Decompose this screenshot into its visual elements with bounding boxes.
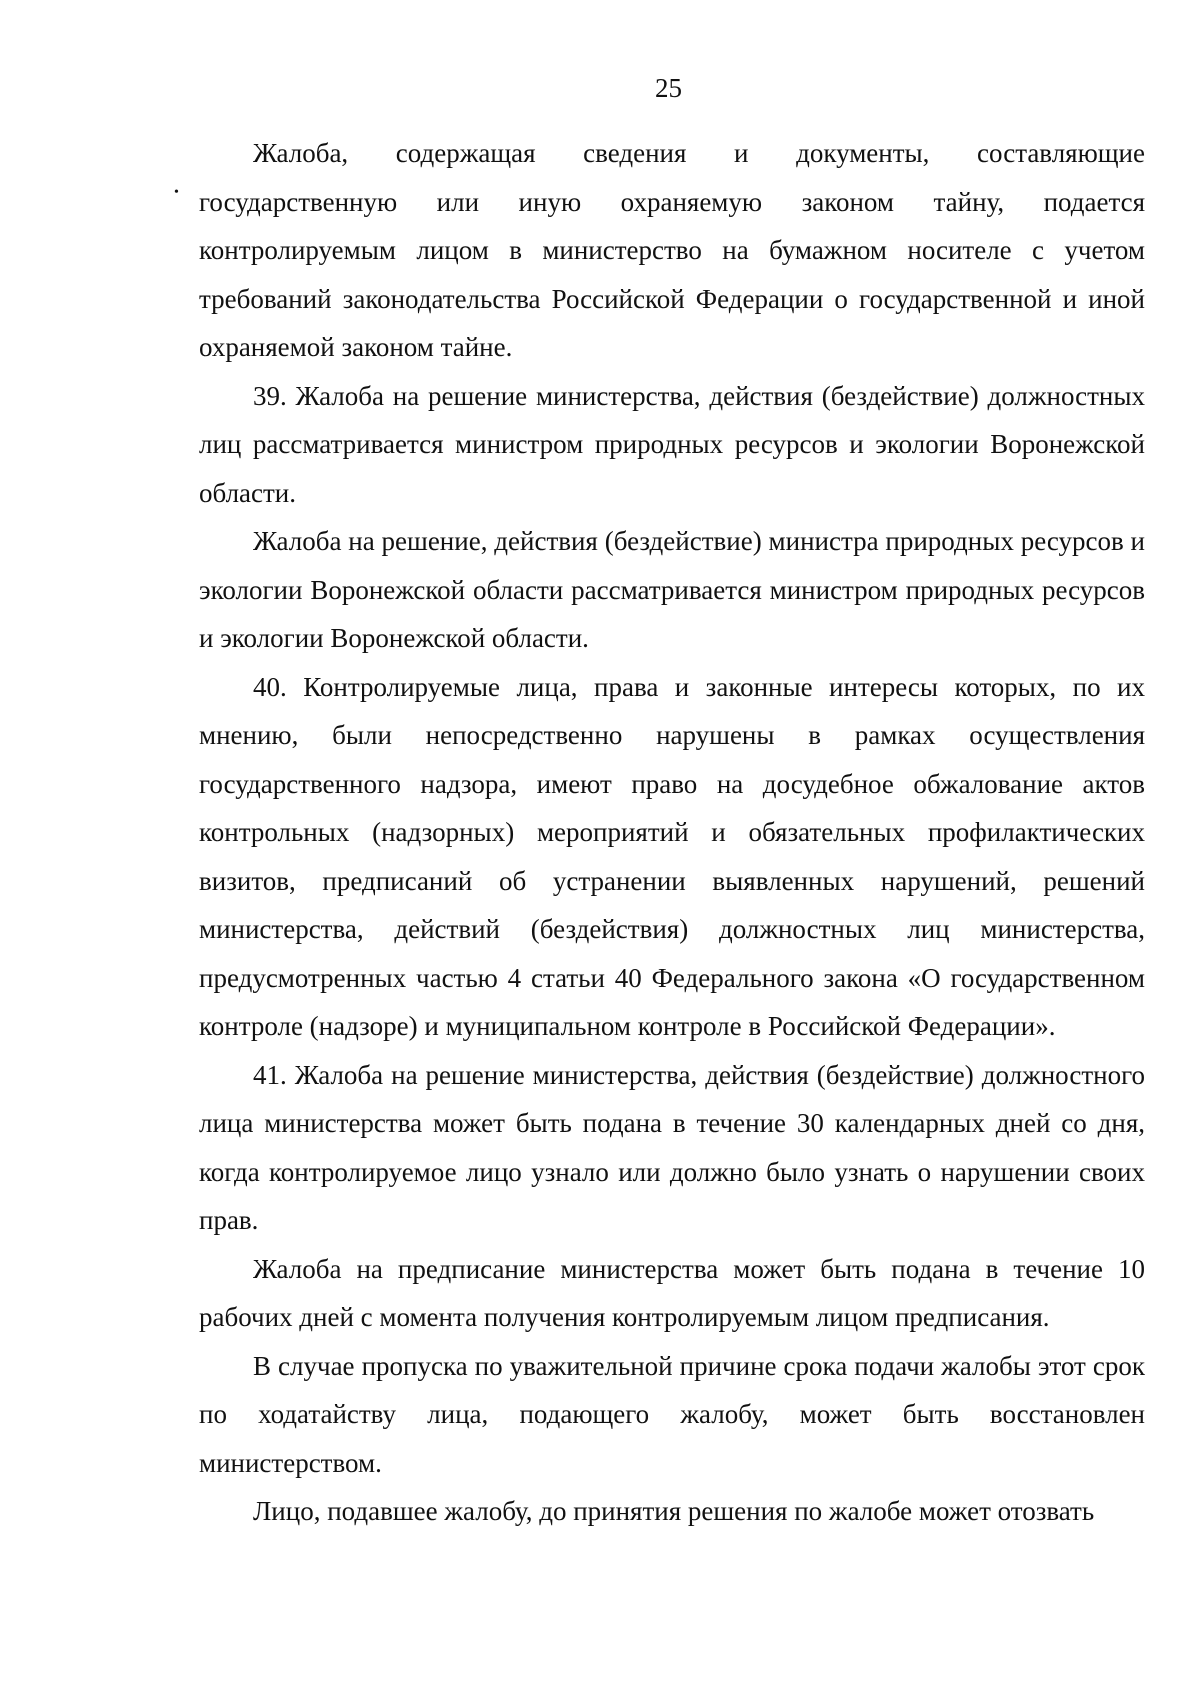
paragraph-prescription-complaint: Жалоба на предписание министерства может быть подана в течение 10 рабочих дней с момента получения контролируемым лицом предписания. — [199, 1253, 1145, 1332]
page-number: 25 — [655, 73, 682, 103]
paragraph-withdrawal: Лицо, подавшее жалобу, до принятия решения по жалобе может отозвать — [253, 1496, 1095, 1526]
paragraph-secret-complaint: Жалоба, содержащая сведения и документы, составляющие государственную или иную охраняемую законом тайну, подается контролируемым лицом в министерство на бумажном носителе с учетом требований законодательства Российской Федерации о государственной и иной охраняемой законом тайне. — [199, 138, 1145, 362]
stray-mark: • — [174, 185, 179, 200]
paragraph-deadline-restoration: В случае пропуска по уважительной причине срока подачи жалобы этот срок по ходатайству лица, подающего жалобу, может быть восстановлен министерством. — [199, 1350, 1145, 1478]
document-body — [199, 129, 1145, 1536]
paragraph-minister-complaint: Жалоба на решение, действия (бездействие) министра природных ресурсов и экологии Воронежской области рассматривается министром природных ресурсов и экологии Воронежской области. — [199, 526, 1145, 653]
paragraph-40: 40. Контролируемые лица, права и законные интересы которых, по их мнению, были непосредственно нарушены в рамках осуществления государственного надзора, имеют право на досудебное обжалование актов контрольных (надзорных) мероприятий и обязательных профилактических визитов, предписаний об устранении выявленных нарушений, решений министерства, действий (бездействия) должностных лиц министерства, предусмотренных частью 4 статьи 40 Федерального закона «О государственном контроле (надзоре) и муниципальном контроле в Российской Федерации». — [199, 671, 1145, 1041]
paragraph-41: 41. Жалоба на решение министерства, действия (бездействие) должностного лица министерства может быть подана в течение 30 календарных дней со дня, когда контролируемое лицо узнало или должно было узнать о нарушении своих прав. — [199, 1059, 1145, 1235]
paragraph-39: 39. Жалоба на решение министерства, действия (бездействие) должностных лиц рассматривается министром природных ресурсов и экологии Воронежской области. — [199, 380, 1145, 508]
